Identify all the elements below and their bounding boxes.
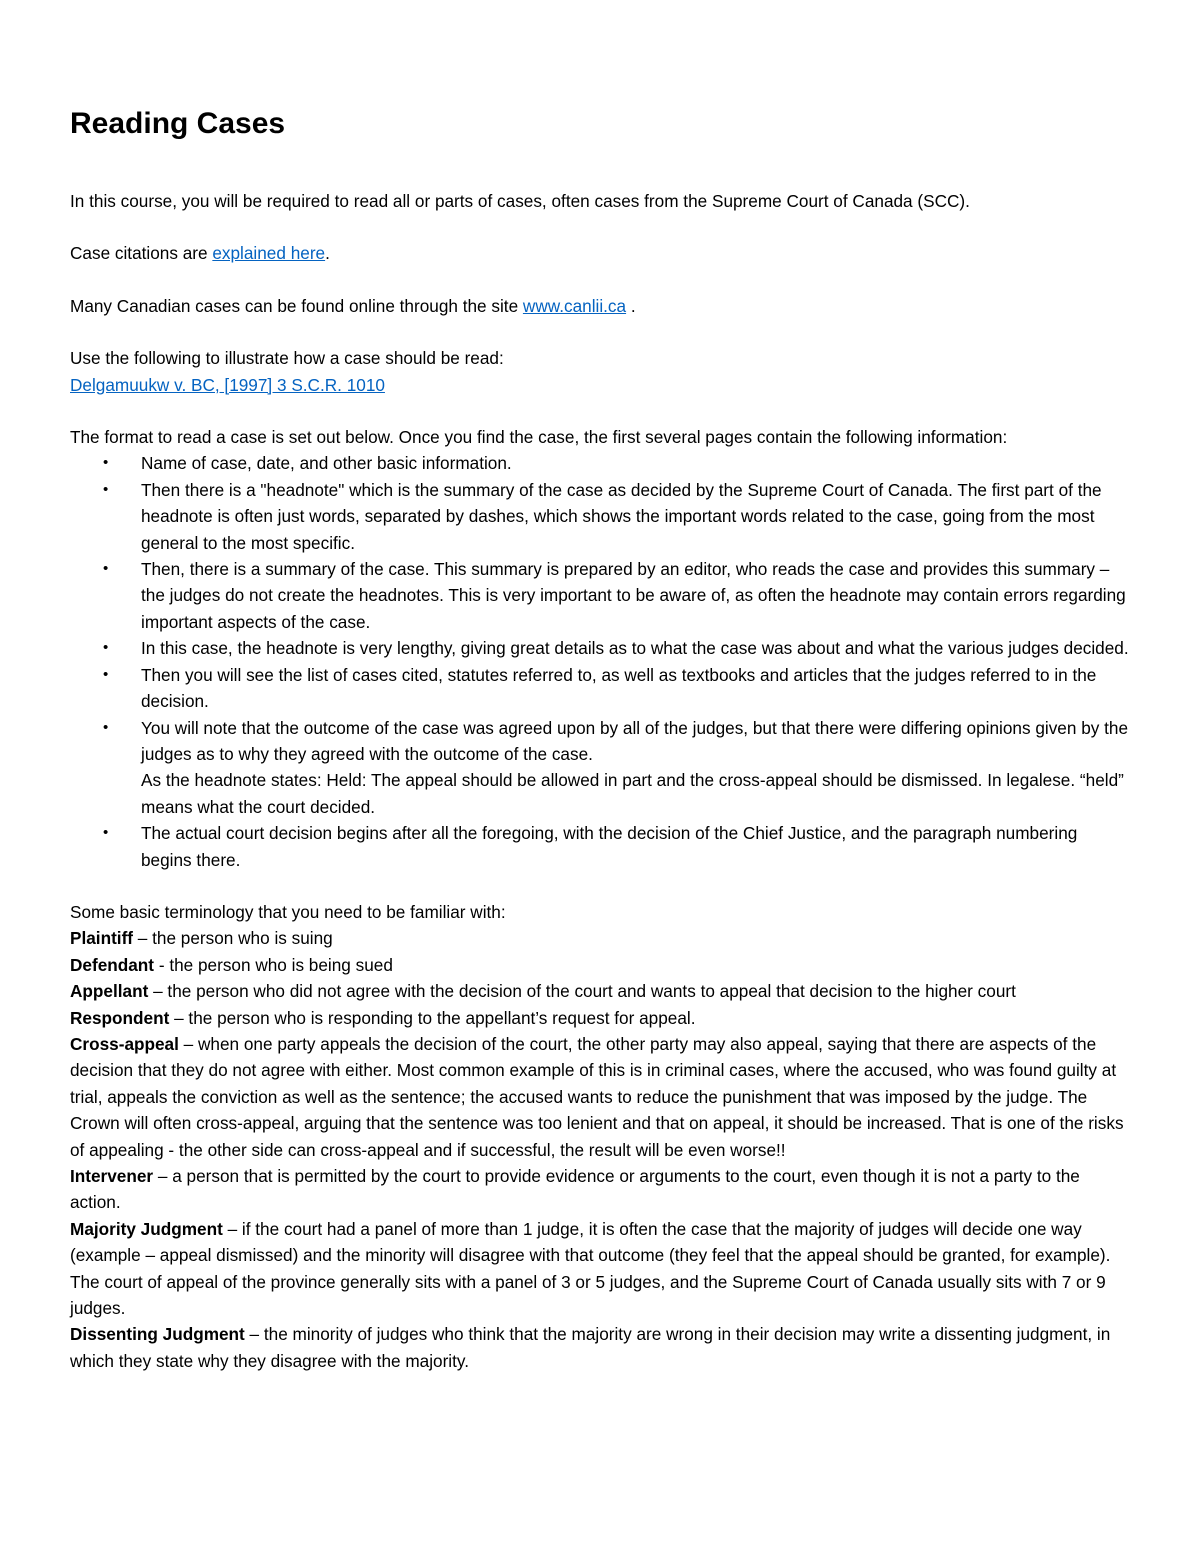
spacer bbox=[70, 214, 1132, 240]
list-item-text: Then, there is a summary of the case. This summary is prepared by an editor, who reads the case and provides this summary – the judges do not create the headnotes. This is very important to be aware of, as often the headnote may contain errors regarding important aspects of the case. bbox=[141, 559, 1126, 632]
explained-here-link[interactable]: explained here bbox=[212, 243, 326, 264]
intro-paragraph: In this course, you will be required to read all or parts of cases, often cases from the Supreme Court of Canada (SCC). bbox=[70, 191, 970, 211]
term-row bbox=[70, 978, 1132, 1004]
term-definition: – the minority of judges who think that the majority are wrong in their decision may write a dissenting judgment, in which they state why they disagree with the majority. bbox=[70, 1324, 1111, 1371]
list-item bbox=[70, 662, 1132, 715]
canlii-prefix: Many Canadian cases can be found online through the site bbox=[70, 295, 523, 316]
bullet-icon: • bbox=[103, 639, 109, 657]
bullet-icon: • bbox=[103, 824, 109, 842]
term-definition: – when one party appeals the decision of the court, the other party may also appeal, saying that there are aspects of the decision that they do not agree with either. Most common example of this is in criminal cases, where the accused, who was found guilty at trial, appeals the conviction as well as the sentence; the accused wants to reduce the punishment that was imposed by the judge. The Crown will often cross-appeal, arguing that the sentence was too lenient and that on appeal, it should be increased. That is one of the risks of appealing - the other side can cross-appeal and if successful, the result will be even worse!! bbox=[70, 1033, 1124, 1160]
term-definition: – if the court had a panel of more than 1 judge, it is often the case that the majority of judges will decide one way (example – appeal dismissed) and the minority will disagree with that outcome (they feel that the appeal should be granted, for example). The court of appeal of the province generally sits with a panel of 3 or 5 judges, and the Supreme Court of Canada usually sits with 7 or 9 judges. bbox=[70, 1218, 1111, 1319]
illustrate-paragraph: Use the following to illustrate how a case should be read: bbox=[70, 348, 504, 369]
list-item bbox=[70, 556, 1132, 635]
document-page bbox=[70, 104, 1132, 1374]
terminology-list bbox=[70, 925, 1132, 1374]
list-item-text: The actual court decision begins after all the foregoing, with the decision of the Chief Justice, and the paragraph numbering begins there. bbox=[141, 823, 1078, 870]
term-row bbox=[70, 1031, 1132, 1163]
term-row bbox=[70, 1005, 1132, 1031]
canlii-link[interactable]: www.canlii.ca bbox=[522, 295, 627, 316]
spacer bbox=[70, 398, 1132, 424]
term-definition: – the person who did not agree with the decision of the court and wants to appeal that decision to the higher court bbox=[148, 981, 1016, 1002]
spacer bbox=[70, 873, 1132, 899]
page-title: Reading Cases bbox=[70, 107, 286, 140]
term-row bbox=[70, 952, 1132, 978]
list-item-text: You will note that the outcome of the case was agreed upon by all of the judges, but that there were differing opinions given by the judges as to why they agreed with the outcome of the case. bbox=[141, 717, 1129, 764]
bullet-icon: • bbox=[103, 560, 109, 578]
canlii-paragraph bbox=[70, 293, 1132, 319]
term-name: Cross-appeal bbox=[70, 1033, 179, 1054]
term-row bbox=[70, 1321, 1132, 1374]
term-name: Respondent bbox=[70, 1007, 170, 1028]
list-item-extra-text: As the headnote states: Held: The appeal should be allowed in part and the cross-appeal should be dismissed. In legalese. “held” means what the court decided. bbox=[141, 770, 1124, 817]
term-name: Dissenting Judgment bbox=[70, 1324, 245, 1345]
case-format-list bbox=[70, 450, 1132, 873]
list-item bbox=[70, 450, 1132, 476]
terminology-intro: Some basic terminology that you need to be familiar with: bbox=[70, 901, 506, 922]
term-definition: - the person who is being sued bbox=[154, 954, 393, 975]
bullet-icon: • bbox=[103, 665, 109, 683]
list-item-text: Then you will see the list of cases cited, statutes referred to, as well as textbooks and articles that the judges referred to in the decision. bbox=[141, 664, 1097, 712]
term-name: Intervener bbox=[70, 1166, 154, 1186]
term-row bbox=[70, 925, 1132, 951]
canlii-suffix: . bbox=[626, 295, 636, 316]
bullet-icon: • bbox=[103, 454, 109, 472]
list-item-text: In this case, the headnote is very lengthy, giving great details as to what the case was about and what the various judges decided. bbox=[141, 638, 1129, 659]
term-definition: – a person that is permitted by the court to provide evidence or arguments to the court, even though it is not a party to the action. bbox=[70, 1166, 1080, 1213]
term-row bbox=[70, 1216, 1132, 1322]
term-row bbox=[70, 1163, 1132, 1216]
list-item-text: Name of case, date, and other basic information. bbox=[141, 453, 512, 474]
citations-suffix: . bbox=[325, 243, 330, 264]
delgamuukw-link-line bbox=[70, 372, 1132, 398]
list-item bbox=[70, 477, 1132, 556]
term-name: Majority Judgment bbox=[70, 1218, 223, 1239]
spacer bbox=[70, 144, 1132, 188]
term-definition: – the person who is responding to the appellant’s request for appeal. bbox=[169, 1007, 696, 1028]
term-definition: – the person who is suing bbox=[133, 928, 333, 949]
bullet-icon: • bbox=[103, 480, 109, 498]
spacer bbox=[70, 267, 1132, 293]
delgamuukw-case-link[interactable]: Delgamuukw v. BC, [1997] 3 S.C.R. 1010 bbox=[70, 374, 385, 395]
list-item bbox=[70, 635, 1132, 661]
bullet-icon: • bbox=[103, 718, 109, 736]
list-item bbox=[70, 820, 1132, 873]
list-item-text: Then there is a "headnote" which is the summary of the case as decided by the Supreme Court of Canada. The first part of the headnote is often just words, separated by dashes, which shows the important words related to the case, going from the most general to the most specific. bbox=[141, 479, 1102, 553]
term-name: Plaintiff bbox=[70, 928, 134, 949]
term-name: Defendant bbox=[70, 954, 155, 975]
citations-prefix: Case citations are bbox=[70, 243, 213, 264]
format-intro-paragraph: The format to read a case is set out below. Once you find the case, the first several pages contain the following information: bbox=[70, 427, 1008, 448]
spacer bbox=[70, 319, 1132, 345]
list-item bbox=[70, 715, 1132, 821]
term-name: Appellant bbox=[70, 981, 149, 1002]
citations-paragraph bbox=[70, 240, 1132, 266]
